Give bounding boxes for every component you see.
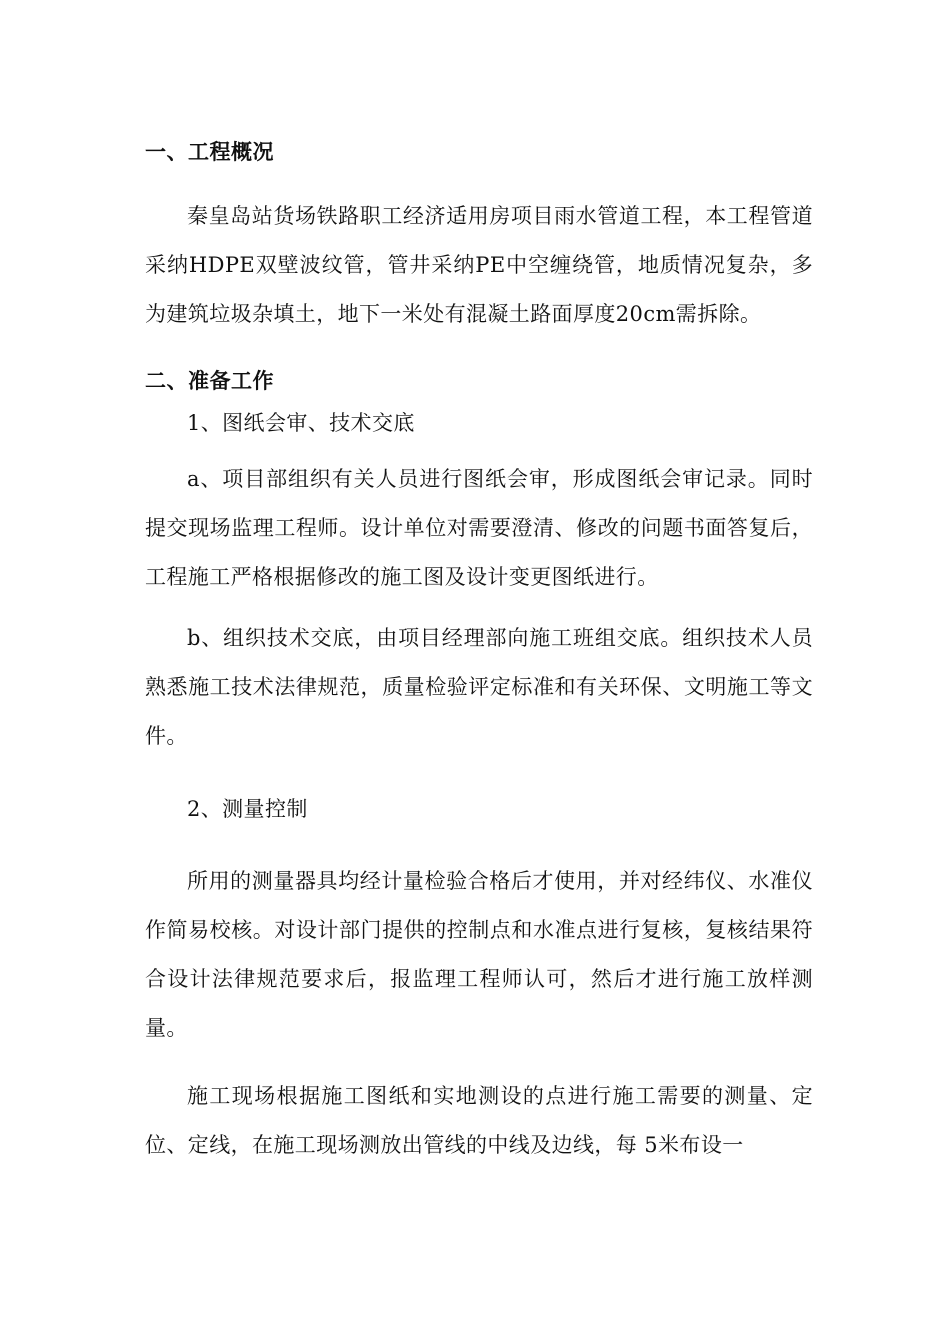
subsection-title-survey-control: 2、测量控制 [187,797,308,821]
section-heading-overview: 一、工程概况 [145,140,274,164]
section-heading-preparation: 二、准备工作 [145,369,274,393]
drawing-review-item-a: a、项目部组织有关人员进行图纸会审，形成图纸会审记录。同时提交现场监理工程师。设计单位对需要澄清、修改的问题书面答复后，工程施工严格根据修改的施工图及设计变更图纸进行。 [145,467,813,589]
overview-paragraph: 秦皇岛站货场铁路职工经济适用房项目雨水管道工程，本工程管道采纳HDPE双壁波纹管，管井采纳PE中空缠绕管，地质情况复杂，多为建筑垃圾杂填土，地下一米处有混凝土路面厚度20cm需拆除。 [145,204,813,326]
survey-control-paragraph-1: 所用的测量器具均经计量检验合格后才使用，并对经纬仪、水准仪作简易校核。对设计部门提供的控制点和水准点进行复核，复核结果符合设计法律规范要求后，报监理工程师认可，然后才进行施工放样测量。 [145,869,813,1040]
document-body [145,134,813,1170]
survey-control-paragraph-2: 施工现场根据施工图纸和实地测设的点进行施工需要的测量、定位、定线，在施工现场测放出管线的中线及边线，每 5米布设一 [145,1084,813,1157]
technical-briefing-item-b: b、组织技术交底，由项目经理部向施工班组交底。组织技术人员熟悉施工技术法律规范，质量检验评定标准和有关环保、文明施工等文件。 [145,626,813,748]
subsection-title-drawing-review: 1、图纸会审、技术交底 [187,411,415,435]
